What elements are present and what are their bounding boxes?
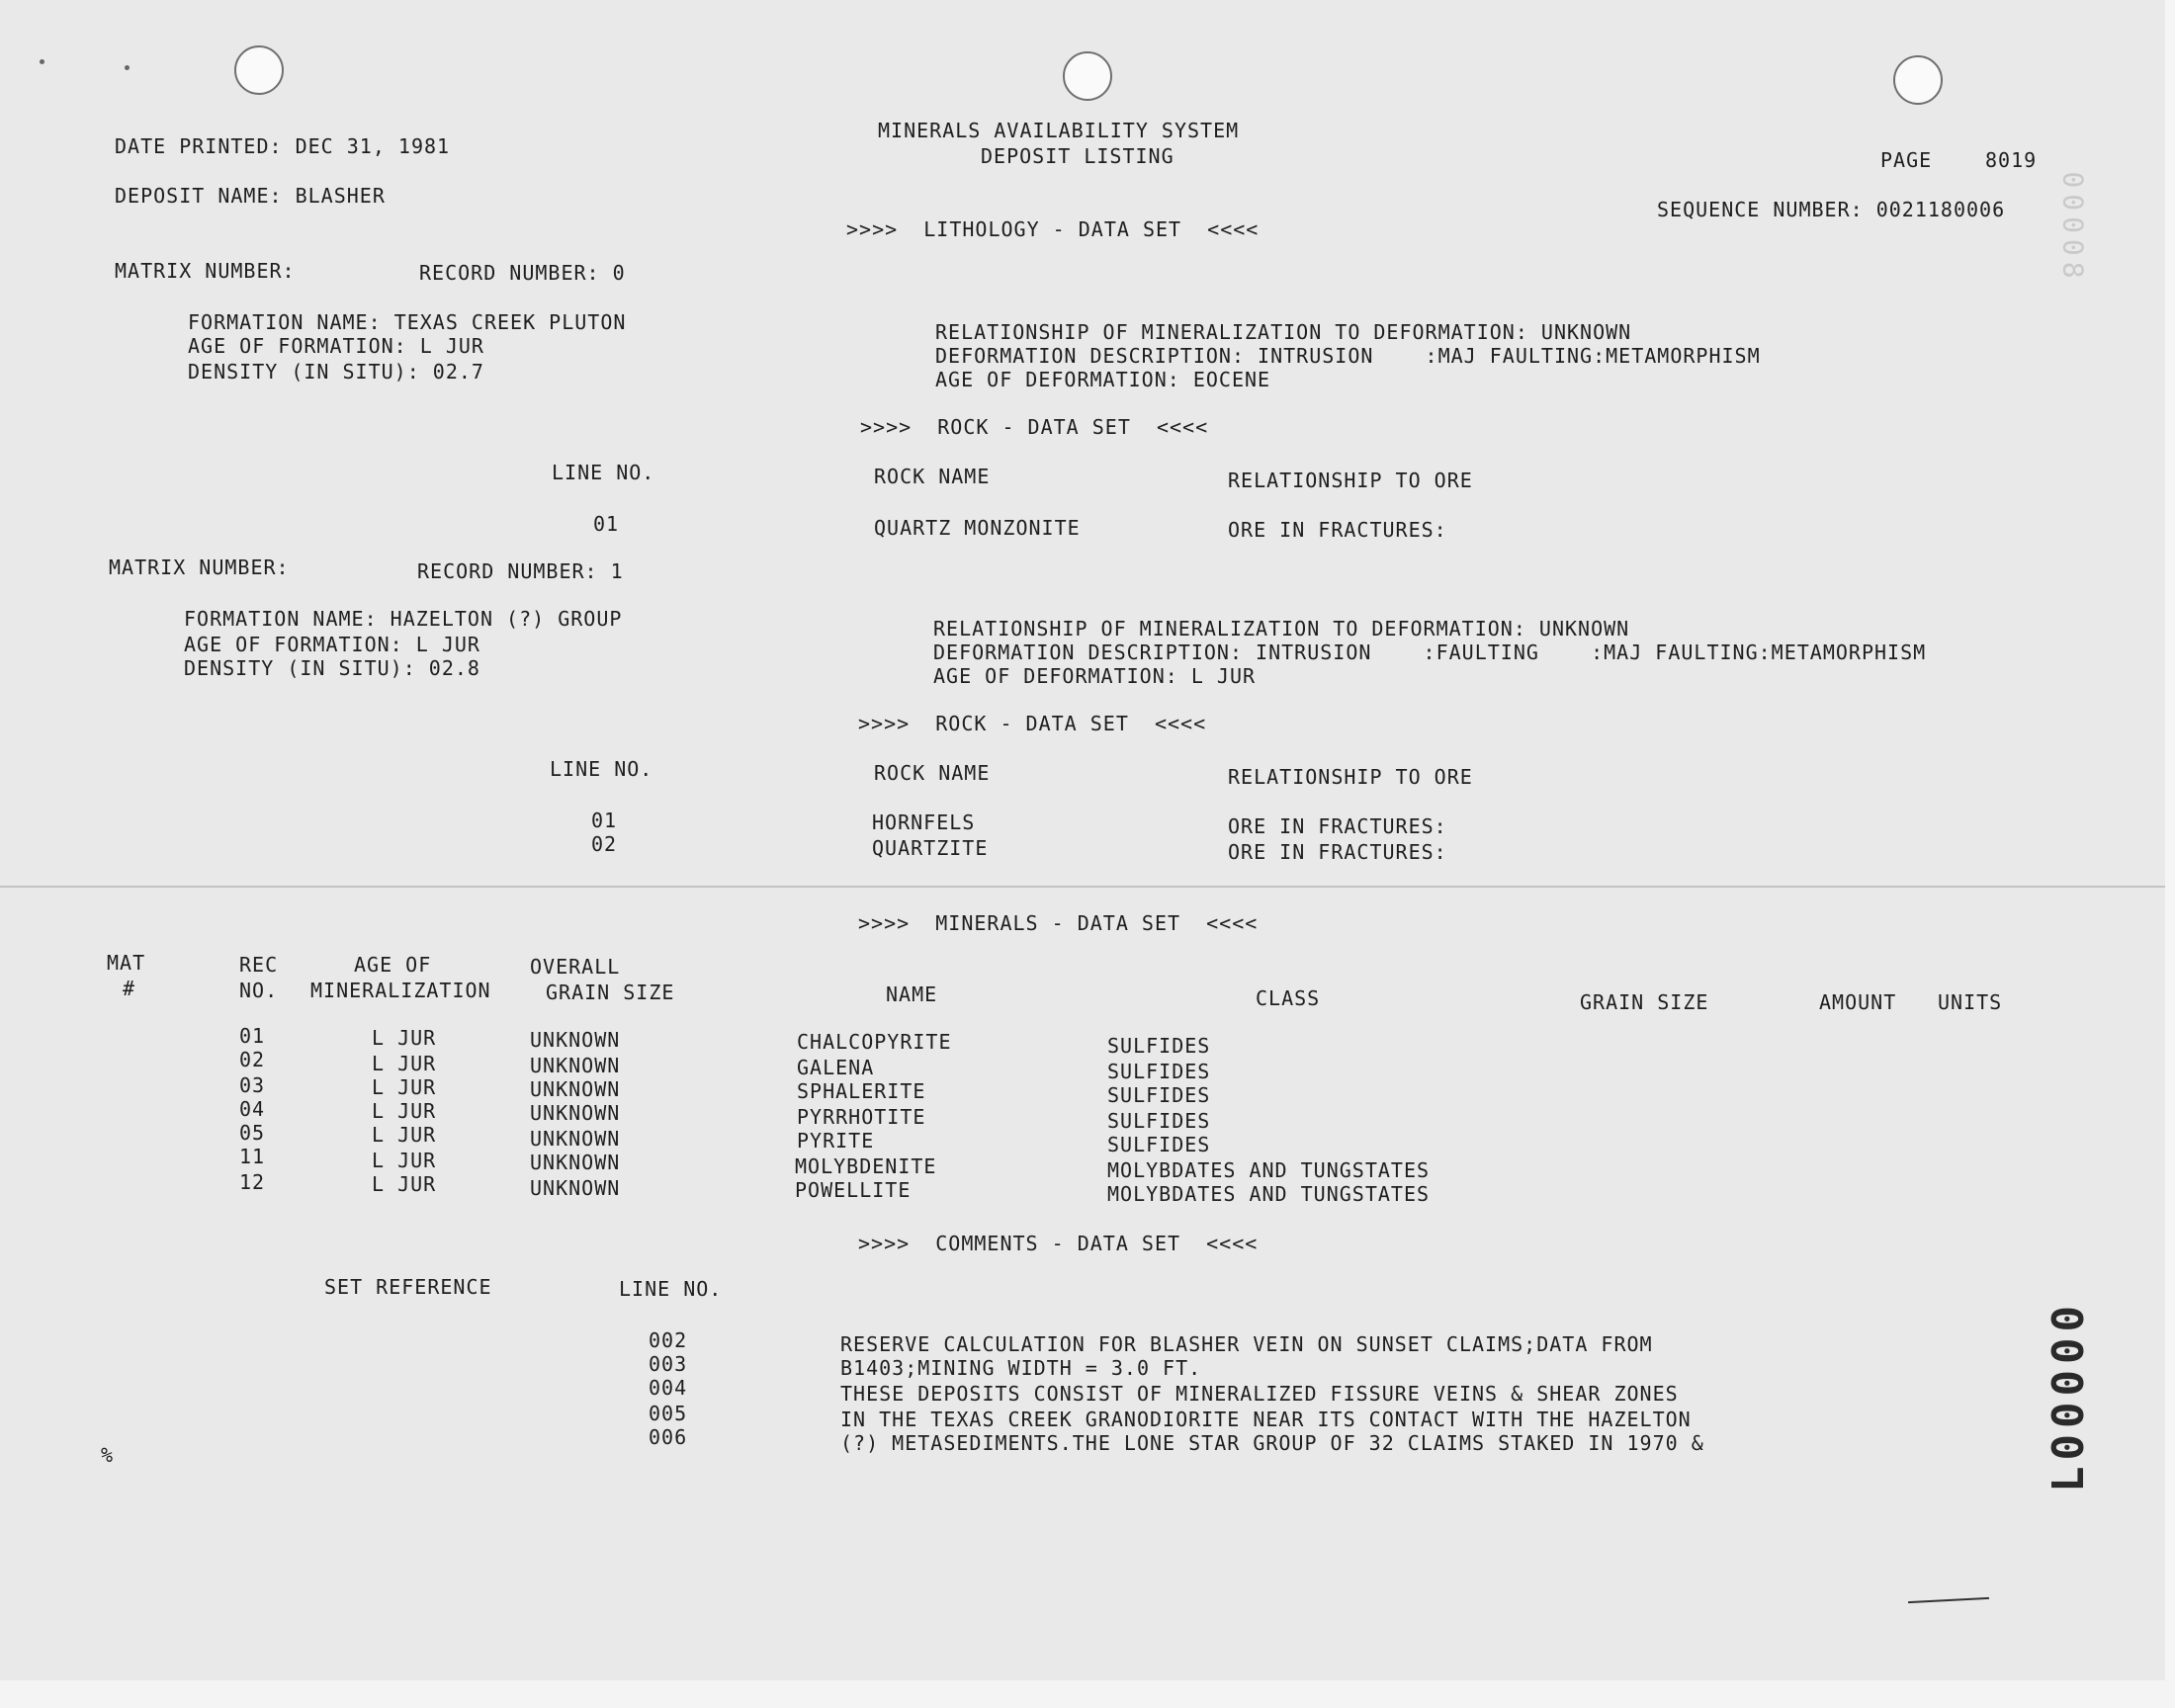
amount-header: AMOUNT bbox=[1819, 990, 1897, 1014]
mineral-name: GALENA bbox=[797, 1056, 875, 1079]
comment-line-no: 006 bbox=[649, 1425, 688, 1449]
mineral-rec-no: 12 bbox=[239, 1170, 266, 1194]
comments-section-title: >>>> COMMENTS - DATA SET <<<< bbox=[858, 1232, 1259, 1255]
deposit-name: DEPOSIT NAME: BLASHER bbox=[115, 184, 386, 208]
page-label: PAGE bbox=[1880, 148, 1933, 172]
system-title: MINERALS AVAILABILITY SYSTEM bbox=[878, 119, 1240, 142]
mineral-age: L JUR bbox=[372, 1172, 437, 1196]
overall-header: OVERALL bbox=[530, 955, 621, 979]
mineralization-relationship: RELATIONSHIP OF MINERALIZATION TO DEFORMATION: UNKNOWN bbox=[935, 320, 1632, 344]
mineral-name: MOLYBDENITE bbox=[795, 1154, 937, 1178]
page-number: 8019 bbox=[1985, 148, 2038, 172]
deformation-age: AGE OF DEFORMATION: L JUR bbox=[933, 664, 1257, 688]
formation-age: AGE OF FORMATION: L JUR bbox=[184, 633, 480, 656]
rock-name: QUARTZ MONZONITE bbox=[874, 516, 1081, 540]
matrix-number-label: MATRIX NUMBER: bbox=[109, 555, 290, 579]
punch-hole-right bbox=[1893, 55, 1943, 105]
age-header: AGE OF bbox=[354, 953, 432, 977]
mineral-class: SULFIDES bbox=[1107, 1083, 1211, 1107]
deformation-age: AGE OF DEFORMATION: EOCENE bbox=[935, 368, 1271, 391]
mineral-rec-no: 11 bbox=[239, 1145, 266, 1168]
comment-text: B1403;MINING WIDTH = 3.0 FT. bbox=[840, 1356, 1202, 1380]
class-header: CLASS bbox=[1256, 986, 1321, 1010]
formation-name: FORMATION NAME: HAZELTON (?) GROUP bbox=[184, 607, 623, 631]
mineral-age: L JUR bbox=[372, 1099, 437, 1123]
mineral-name: PYRITE bbox=[797, 1129, 875, 1153]
rock-name-header: ROCK NAME bbox=[874, 761, 991, 785]
formation-density: DENSITY (IN SITU): 02.8 bbox=[184, 656, 480, 680]
line-no-header: LINE NO. bbox=[552, 461, 655, 484]
mineralization-header: MINERALIZATION bbox=[310, 979, 491, 1002]
date-printed: DATE PRINTED: DEC 31, 1981 bbox=[115, 134, 451, 158]
speck bbox=[40, 59, 44, 64]
mineral-grain-size: UNKNOWN bbox=[530, 1054, 621, 1077]
punch-hole-left bbox=[234, 45, 284, 95]
mineral-class: MOLYBDATES AND TUNGSTATES bbox=[1107, 1158, 1431, 1182]
comment-line-no: 004 bbox=[649, 1376, 688, 1400]
rock-name: HORNFELS bbox=[872, 811, 976, 834]
sequence-number: SEQUENCE NUMBER: 0021180006 bbox=[1657, 198, 2006, 221]
mineral-grain-size: UNKNOWN bbox=[530, 1176, 621, 1200]
mineral-grain-size: UNKNOWN bbox=[530, 1101, 621, 1125]
rock-line-no: 02 bbox=[591, 832, 618, 856]
faint-frame-number: 00008 bbox=[2056, 170, 2090, 285]
rock-name: QUARTZITE bbox=[872, 836, 989, 860]
percent-mark: % bbox=[101, 1443, 115, 1467]
comment-text: (?) METASEDIMENTS.THE LONE STAR GROUP OF 32 CLAIMS STAKED IN 1970 & bbox=[840, 1431, 1704, 1455]
fold-line bbox=[0, 886, 2175, 888]
mineral-age: L JUR bbox=[372, 1075, 437, 1099]
mineral-name: PYRRHOTITE bbox=[797, 1105, 926, 1129]
rock-line-no: 01 bbox=[591, 809, 618, 832]
matrix-number-label: MATRIX NUMBER: bbox=[115, 259, 296, 283]
record-number: RECORD NUMBER: 0 bbox=[419, 261, 626, 285]
mineralization-relationship: RELATIONSHIP OF MINERALIZATION TO DEFORMATION: UNKNOWN bbox=[933, 617, 1630, 640]
speck bbox=[125, 65, 130, 70]
formation-name: FORMATION NAME: TEXAS CREEK PLUTON bbox=[188, 310, 627, 334]
units-header: UNITS bbox=[1938, 990, 2003, 1014]
mineral-rec-no: 02 bbox=[239, 1048, 266, 1071]
rock-name-header: ROCK NAME bbox=[874, 465, 991, 488]
overall-grain-header: GRAIN SIZE bbox=[546, 981, 675, 1004]
mineral-name: CHALCOPYRITE bbox=[797, 1030, 952, 1054]
relationship-to-ore-header: RELATIONSHIP TO ORE bbox=[1228, 469, 1473, 492]
mineral-grain-size: UNKNOWN bbox=[530, 1028, 621, 1052]
rock-relationship: ORE IN FRACTURES: bbox=[1228, 814, 1447, 838]
formation-age: AGE OF FORMATION: L JUR bbox=[188, 334, 484, 358]
rock-relationship: ORE IN FRACTURES: bbox=[1228, 840, 1447, 864]
page-edge bbox=[2165, 0, 2175, 1708]
mineral-class: SULFIDES bbox=[1107, 1133, 1211, 1156]
comment-line-no: 005 bbox=[649, 1402, 688, 1425]
record-number: RECORD NUMBER: 1 bbox=[417, 559, 624, 583]
rec-header: REC bbox=[239, 953, 279, 977]
comment-line-no: 002 bbox=[649, 1328, 688, 1352]
rec-no-header: NO. bbox=[239, 979, 279, 1002]
grain-size-header: GRAIN SIZE bbox=[1580, 990, 1709, 1014]
relationship-to-ore-header: RELATIONSHIP TO ORE bbox=[1228, 765, 1473, 789]
rock-section-title: >>>> ROCK - DATA SET <<<< bbox=[860, 415, 1209, 439]
mineral-grain-size: UNKNOWN bbox=[530, 1127, 621, 1151]
mineral-rec-no: 05 bbox=[239, 1121, 266, 1145]
set-reference-header: SET REFERENCE bbox=[324, 1275, 492, 1299]
mineral-class: SULFIDES bbox=[1107, 1034, 1211, 1058]
mineral-name: SPHALERITE bbox=[797, 1079, 926, 1103]
mineral-grain-size: UNKNOWN bbox=[530, 1077, 621, 1101]
comment-text: THESE DEPOSITS CONSIST OF MINERALIZED FISSURE VEINS & SHEAR ZONES bbox=[840, 1382, 1679, 1406]
formation-density: DENSITY (IN SITU): 02.7 bbox=[188, 360, 484, 384]
mat-header: MAT bbox=[107, 951, 146, 975]
mineral-class: SULFIDES bbox=[1107, 1060, 1211, 1083]
mineral-class: MOLYBDATES AND TUNGSTATES bbox=[1107, 1182, 1431, 1206]
deformation-description: DEFORMATION DESCRIPTION: INTRUSION :MAJ FAULTING:METAMORPHISM bbox=[935, 344, 1761, 368]
frame-number: L00000 bbox=[2043, 1299, 2094, 1493]
mineral-age: L JUR bbox=[372, 1026, 437, 1050]
minerals-section-title: >>>> MINERALS - DATA SET <<<< bbox=[858, 911, 1259, 935]
page-bottom-edge bbox=[0, 1680, 2175, 1708]
pen-mark bbox=[1908, 1597, 1989, 1603]
mineral-rec-no: 01 bbox=[239, 1024, 266, 1048]
mineral-name-header: NAME bbox=[886, 982, 938, 1006]
comment-line-no-header: LINE NO. bbox=[619, 1277, 723, 1301]
punch-hole-center bbox=[1063, 51, 1112, 101]
deformation-description: DEFORMATION DESCRIPTION: INTRUSION :FAULTING :MAJ FAULTING:METAMORPHISM bbox=[933, 640, 1927, 664]
line-no-header: LINE NO. bbox=[550, 757, 653, 781]
mineral-rec-no: 04 bbox=[239, 1097, 266, 1121]
mineral-age: L JUR bbox=[372, 1123, 437, 1147]
rock-relationship: ORE IN FRACTURES: bbox=[1228, 518, 1447, 542]
mineral-rec-no: 03 bbox=[239, 1073, 266, 1097]
rock-line-no: 01 bbox=[593, 512, 620, 536]
mineral-name: POWELLITE bbox=[795, 1178, 912, 1202]
mineral-class: SULFIDES bbox=[1107, 1109, 1211, 1133]
rock-section-title: >>>> ROCK - DATA SET <<<< bbox=[858, 712, 1207, 735]
mineral-age: L JUR bbox=[372, 1052, 437, 1075]
mat-number-header: # bbox=[123, 977, 136, 1000]
listing-title: DEPOSIT LISTING bbox=[981, 144, 1174, 168]
comment-text: IN THE TEXAS CREEK GRANODIORITE NEAR ITS CONTACT WITH THE HAZELTON bbox=[840, 1408, 1692, 1431]
mineral-grain-size: UNKNOWN bbox=[530, 1151, 621, 1174]
comment-line-no: 003 bbox=[649, 1352, 688, 1376]
comment-text: RESERVE CALCULATION FOR BLASHER VEIN ON SUNSET CLAIMS;DATA FROM bbox=[840, 1332, 1653, 1356]
lithology-section-title: >>>> LITHOLOGY - DATA SET <<<< bbox=[846, 217, 1260, 241]
mineral-age: L JUR bbox=[372, 1149, 437, 1172]
